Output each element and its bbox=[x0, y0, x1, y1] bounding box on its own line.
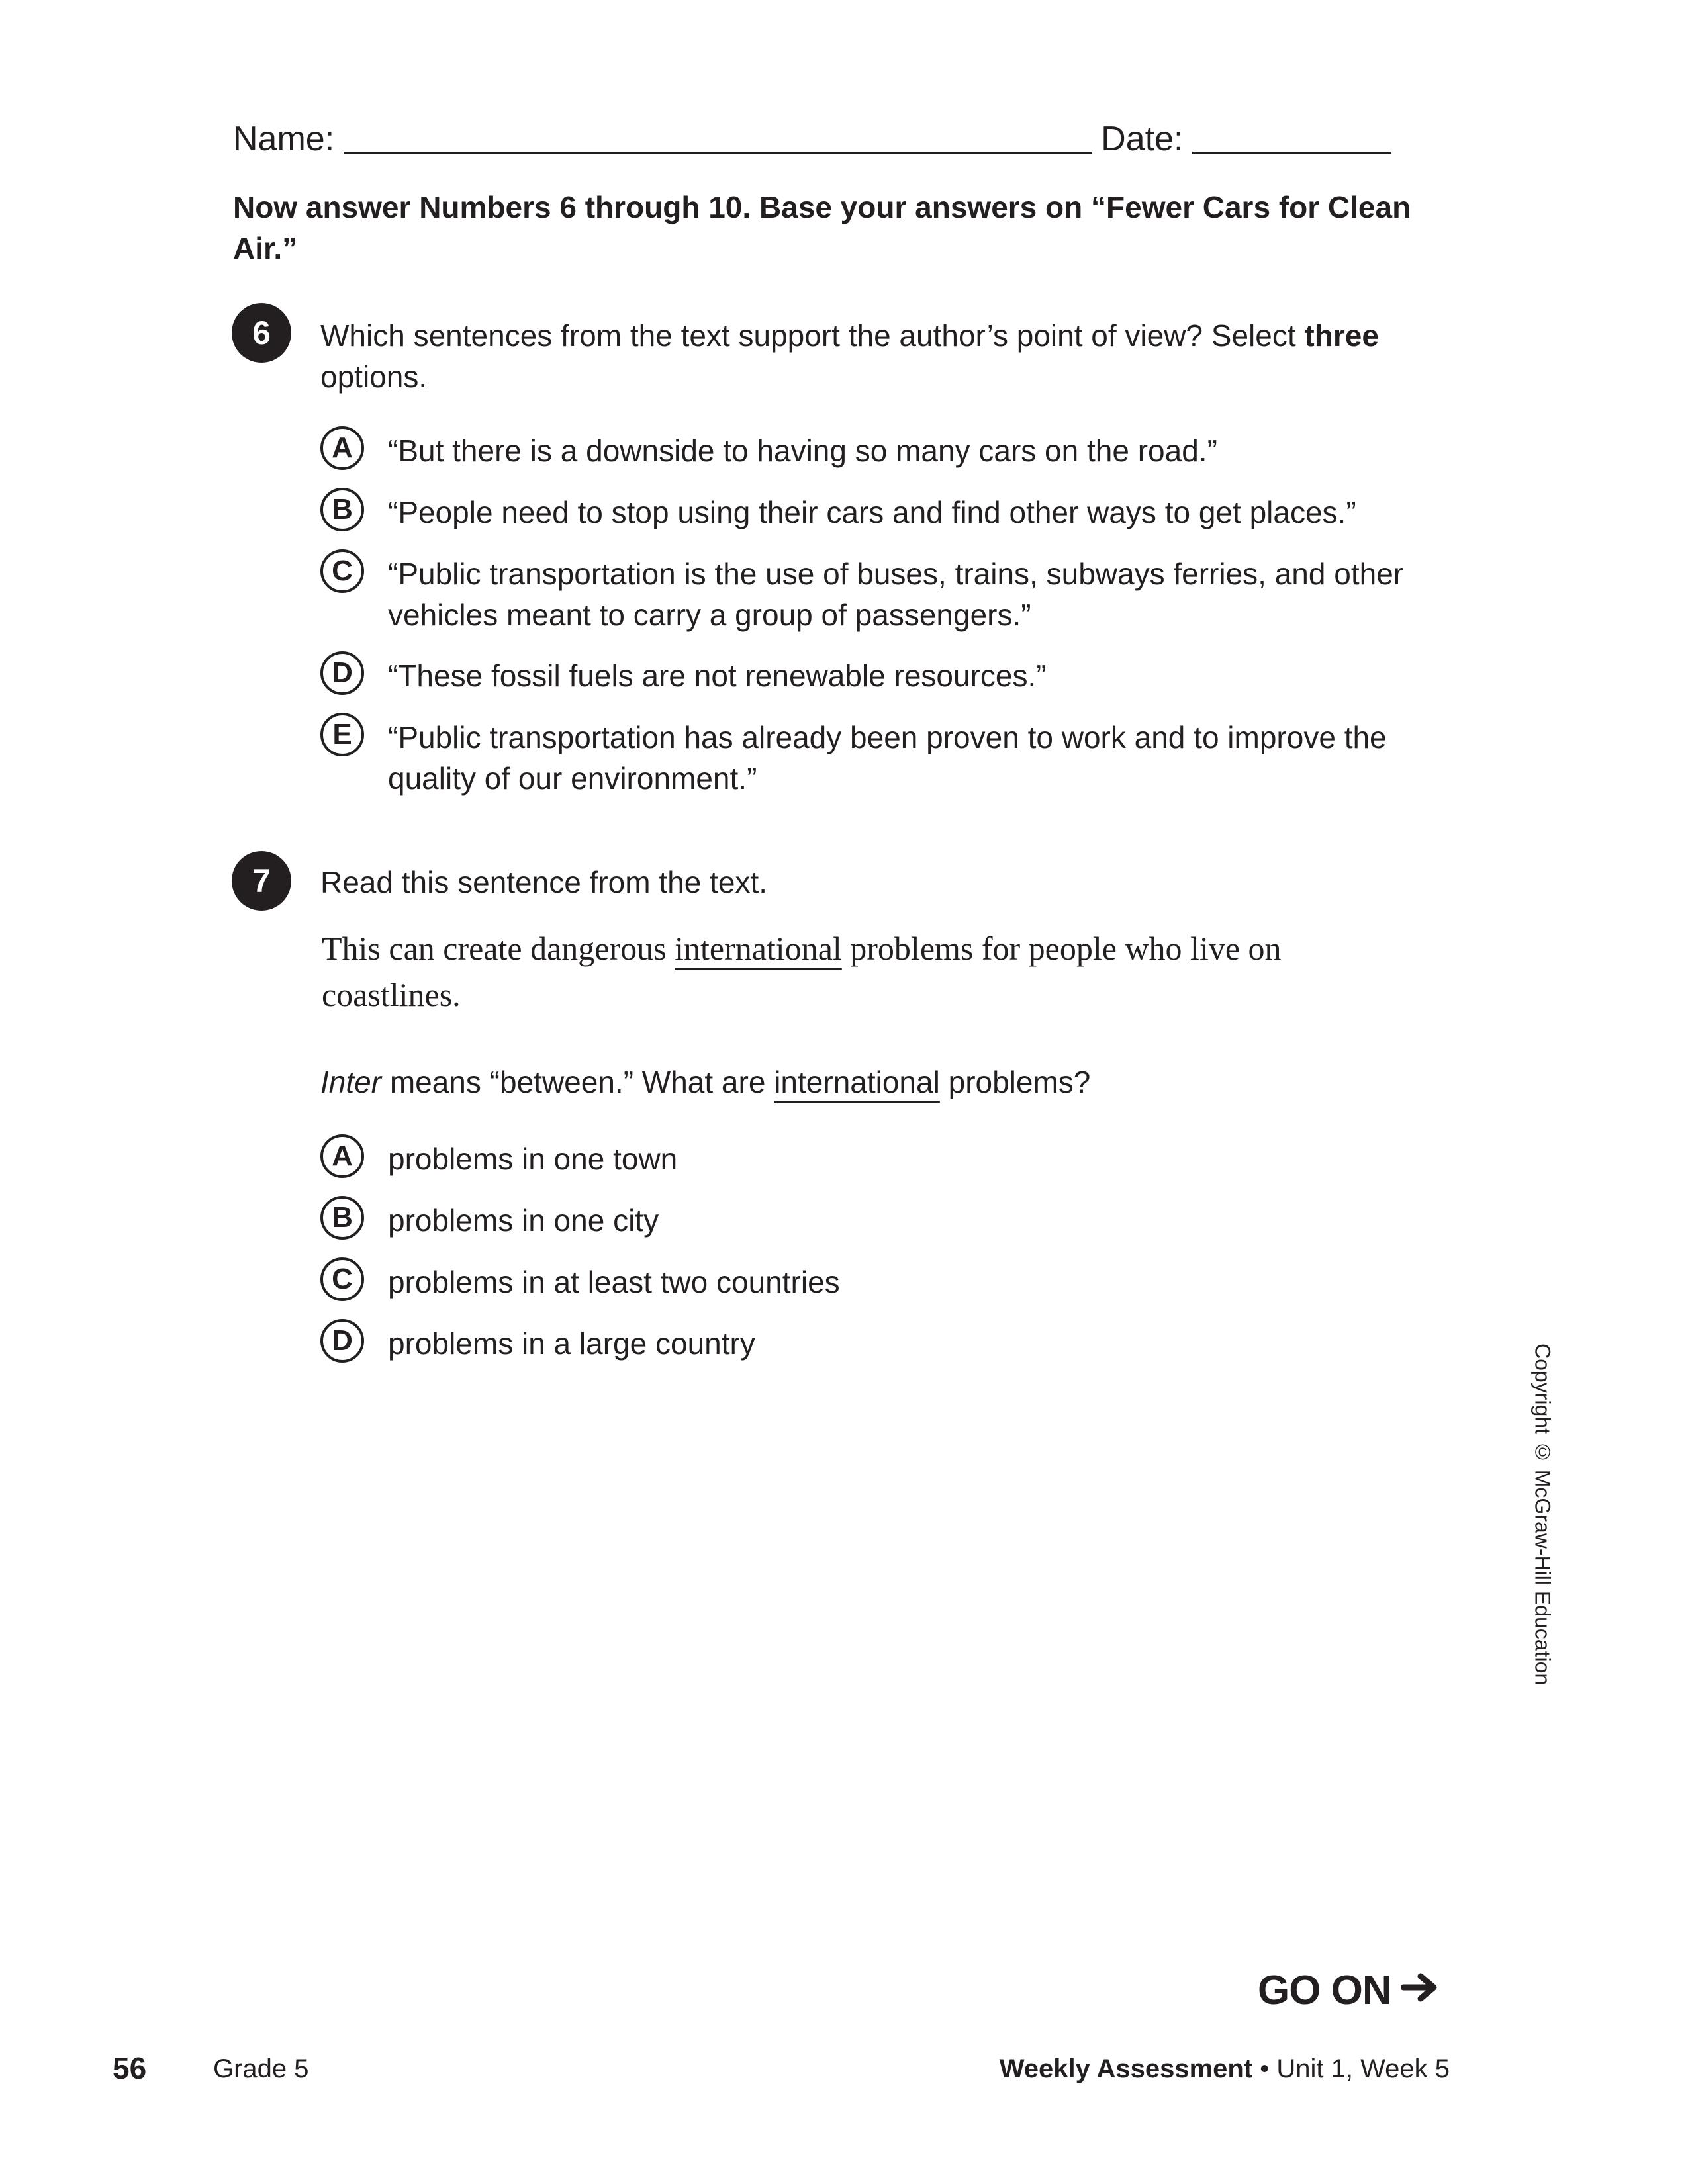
go-on-indicator bbox=[1258, 1967, 1440, 2014]
question-6-stem-end: options. bbox=[320, 359, 428, 394]
question-7-prompt bbox=[320, 1062, 1472, 1103]
q6-option-d[interactable] bbox=[320, 655, 1472, 696]
prompt-italic: Inter bbox=[320, 1065, 382, 1099]
grade-label: Grade 5 bbox=[213, 2054, 309, 2083]
answer-bubble-a[interactable]: A bbox=[320, 426, 364, 470]
assessment-title: Weekly Assessment bbox=[999, 2054, 1253, 2083]
answer-bubble-b[interactable]: B bbox=[320, 1196, 364, 1240]
q7-option-a[interactable] bbox=[320, 1138, 1472, 1179]
name-label: Name: bbox=[233, 120, 335, 158]
unit-week: Unit 1, Week 5 bbox=[1276, 2054, 1450, 2083]
date-field[interactable] bbox=[1192, 150, 1391, 154]
option-text: problems in one town bbox=[388, 1142, 678, 1176]
footer-separator: • bbox=[1252, 2054, 1277, 2083]
sentence-start: This can create dangerous bbox=[322, 930, 675, 967]
copyright-notice: Copyright © McGraw-Hill Education bbox=[1530, 1343, 1555, 1686]
option-text: “People need to stop using their cars and find other ways to get places.” bbox=[388, 495, 1356, 529]
q6-option-e[interactable] bbox=[320, 717, 1472, 799]
page-number: 56 bbox=[113, 2051, 147, 2085]
go-on-label: GO ON bbox=[1258, 1968, 1391, 2013]
option-text: problems in at least two countries bbox=[388, 1265, 840, 1299]
answer-bubble-c[interactable]: C bbox=[320, 549, 364, 593]
option-text: “Public transportation has already been proven to work and to improve the quality of our environment.” bbox=[388, 720, 1387, 796]
answer-bubble-d[interactable]: D bbox=[320, 1319, 364, 1363]
answer-bubble-c[interactable]: C bbox=[320, 1257, 364, 1301]
date-label: Date: bbox=[1101, 120, 1184, 158]
question-7-stem: Read this sentence from the text. bbox=[320, 865, 768, 899]
question-6-stem-text: Which sentences from the text support the author’s point of view? Select bbox=[320, 318, 1305, 353]
question-6-stem-bold: three bbox=[1304, 318, 1379, 353]
answer-bubble-a[interactable]: A bbox=[320, 1134, 364, 1178]
answer-bubble-b[interactable]: B bbox=[320, 488, 364, 531]
arrow-right-icon bbox=[1401, 1967, 1440, 2014]
question-number-6: 6 bbox=[232, 303, 291, 363]
option-text: “These fossil fuels are not renewable resources.” bbox=[388, 659, 1047, 693]
instructions: Now answer Numbers 6 through 10. Base your answers on “Fewer Cars for Clean Air.” bbox=[233, 190, 1411, 265]
q6-option-a[interactable] bbox=[320, 430, 1472, 471]
answer-bubble-d[interactable]: D bbox=[320, 651, 364, 695]
q6-option-c[interactable] bbox=[320, 553, 1472, 635]
question-6-stem bbox=[320, 315, 1472, 397]
assessment-label bbox=[1000, 2054, 1450, 2084]
name-field[interactable] bbox=[344, 150, 1092, 154]
q7-option-c[interactable] bbox=[320, 1261, 1472, 1302]
option-text: problems in one city bbox=[388, 1203, 659, 1238]
option-text: “But there is a downside to having so many cars on the road.” bbox=[388, 433, 1217, 468]
underlined-word: international bbox=[675, 930, 842, 967]
name-date-row bbox=[233, 106, 1405, 159]
quoted-sentence bbox=[322, 925, 1407, 1018]
prompt-middle: means “between.” What are bbox=[381, 1065, 774, 1099]
prompt-end: problems? bbox=[939, 1065, 1091, 1099]
sentence-end: problems for people who live on coastlines. bbox=[322, 930, 1282, 1013]
question-number-7: 7 bbox=[232, 851, 291, 911]
option-text: problems in a large country bbox=[388, 1326, 755, 1361]
option-text: “Public transportation is the use of buses, trains, subways ferries, and other vehicles meant to carry a group of passengers.” bbox=[388, 557, 1404, 632]
q7-option-d[interactable] bbox=[320, 1323, 1472, 1364]
q7-option-b[interactable] bbox=[320, 1200, 1472, 1241]
prompt-underlined-word: international bbox=[774, 1065, 940, 1099]
q6-option-b[interactable] bbox=[320, 492, 1472, 533]
answer-bubble-e[interactable]: E bbox=[320, 713, 364, 756]
